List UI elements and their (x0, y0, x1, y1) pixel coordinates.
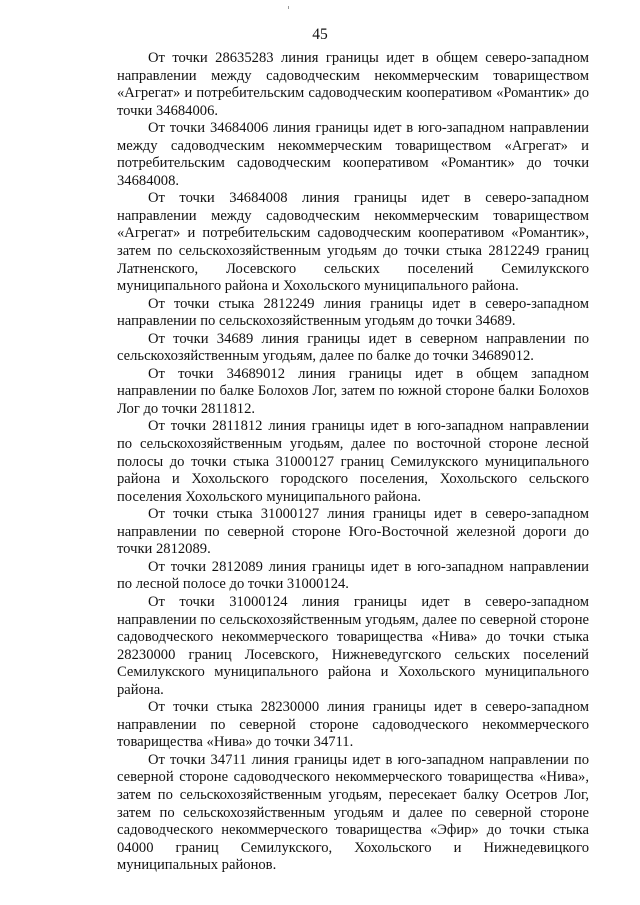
page-number: 45 (312, 26, 328, 43)
document-body (117, 50, 589, 875)
paragraph-6: От точки 34689012 линия границы идет в общем западном направлении по балке Болохов Лог, затем по южной стороне балки Болохов Лог до точки 2811812. (117, 365, 589, 417)
paragraph-11: От точки стыка 28230000 линия границы идет в северо-западном направлении по северной стороне садоводческого некоммерческого товарищества «Нива» до точки 34711. (117, 699, 589, 751)
paragraph-10: От точки 31000124 линия границы идет в северо-западном направлении по сельскохозяйственным угодьям, далее по северной стороне садоводческого некоммерческого товарищества «Нива» до точки стыка 28230000 границ Лосевского, Нижневедугского сельских поселений Семилукского муниципального района и Хохольского муниципального района. (117, 593, 589, 698)
paragraph-2: От точки 34684006 линия границы идет в юго-западном направлении между садоводческим некоммерческим товариществом «Агрегат» и потребительским садоводческим кооперативом «Романтик» до точки 34684008. (117, 120, 589, 189)
paragraph-7: От точки 2811812 линия границы идет в юго-западном направлении по сельскохозяйственным угодьям, далее по восточной стороне лесной полосы до точки стыка 31000127 границ Семилукского муниципального района и Хохольского городского поселения, Хохольского сельского поселения Хохольского муниципального района. (117, 418, 589, 505)
paragraph-1: От точки 28635283 линия границы идет в общем северо-западном направлении между садоводческим некоммерческим товариществом «Агрегат» и потребительским садоводческим кооперативом «Романтик» до точки 34684006. (117, 50, 589, 119)
paragraph-12: От точки 34711 линия границы идет в юго-западном направлении по северной стороне садоводческого некоммерческого товарищества «Нива», затем по сельскохозяйственным угодьям, пересекает балку Осетров Лог, затем по сельскохозяйственным угодьям и далее по северной стороне садоводческого некоммерческого товарищества «Эфир» до точки стыка 04000 границ Семилукского, Хохольского и Нижнедевицкого муниципальных районов. (117, 751, 589, 874)
scan-mark (288, 6, 289, 9)
paragraph-9: От точки 2812089 линия границы идет в юго-западном направлении по лесной полосе до точки 31000124. (117, 558, 589, 593)
paragraph-3: От точки 34684008 линия границы идет в северо-западном направлении между садоводческим некоммерческим товариществом «Агрегат» и потребительским садоводческим кооперативом «Романтик», затем по сельскохозяйственным угодьям до точки стыка 2812249 границ Латненского, Лосевского сельских поселений Семилукского муниципального района и Хохольского муниципального района. (117, 190, 589, 295)
paragraph-4: От точки стыка 2812249 линия границы идет в северо-западном направлении по сельскохозяйственным угодьям до точки 34689. (117, 295, 589, 330)
paragraph-5: От точки 34689 линия границы идет в северном направлении по сельскохозяйственным угодьям, далее по балке до точки 34689012. (117, 330, 589, 365)
paragraph-8: От точки стыка 31000127 линия границы идет в северо-западном направлении по северной стороне Юго-Восточной железной дороги до точки 2812089. (117, 506, 589, 558)
